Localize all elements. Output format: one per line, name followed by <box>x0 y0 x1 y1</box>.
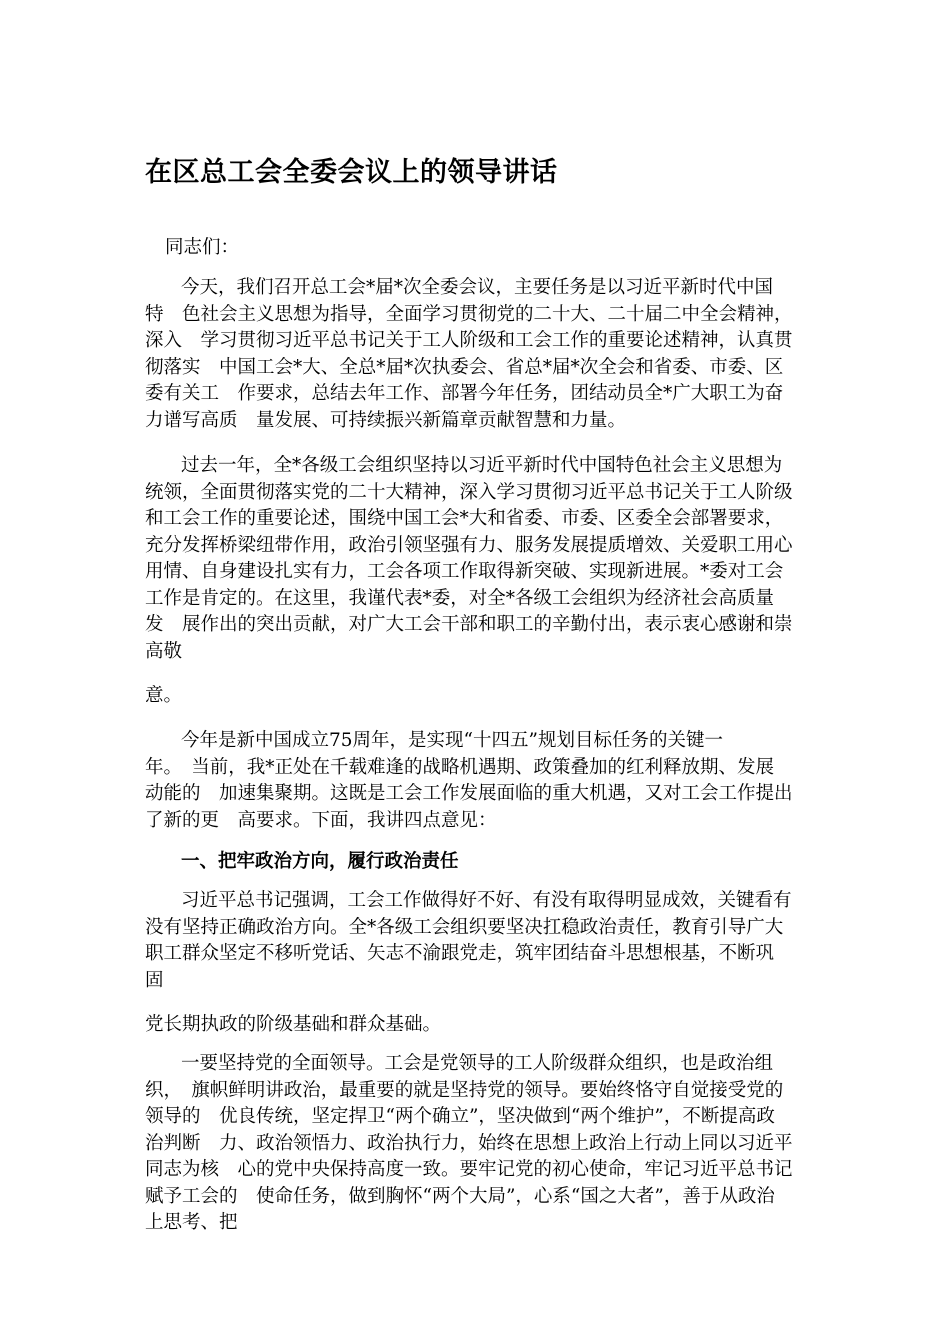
paragraph-party-leadership: 一要坚持党的全面领导。工会是党领导的工人阶级群众组织，也是政治组 织， 旗帜鲜明讲政治，最重要的就是坚持党的领导。要始终恪守自觉接受党的 领导的 优良传统，坚定捍卫“两个确立”，坚决做到“两个维护”，不断提高政 治判断 力、政治领悟力、政治执行力，始终在思想上政治上行动上同以习近平 同志为核 心的党中央保持高度一致。要牢记党的初心使命，牢记习近平总书记 赋予工会的 使命任务，做到胸怀“两个大局”，心系“国之大者”，善于从政治 上思考、把 <box>145 1053 793 1233</box>
paragraph-this-year: 今年是新中国成立75周年，是实现“十四五”规划目标任务的关键一 年。 当前，我*正处在千载难逢的战略机遇期、政策叠加的红利释放期、发展 动能的 加速集聚期。这既是工会工作发展面临的重大机遇，又对工会工作提出 了新的更 高要求。下面，我讲四点意见： <box>145 730 793 831</box>
document-title: 在区总工会全委会议上的领导讲话 <box>145 157 558 188</box>
section-heading-1: 一、把牢政治方向，履行政治责任 <box>181 851 459 872</box>
paragraph-review-continued: 意。 <box>145 685 183 706</box>
paragraph-section-1: 习近平总书记强调，工会工作做得好不好、有没有取得明显成效，关键看有 没有坚持正确政治方向。全*各级工会组织要坚决扛稳政治责任，教育引导广大 职工群众坚定不移听党话、矢志不渝跟党走，筑牢团结奋斗思想根基，不断巩 固 <box>145 890 792 991</box>
salutation: 同志们： <box>165 237 240 258</box>
paragraph-opening: 今天，我们召开总工会*届*次全委会议，主要任务是以习近平新时代中国 特 色社会主义思想为指导，全面学习贯彻党的二十大、二十届二中全会精神， 深入 学习贯彻习近平总书记关于工人阶级和工会工作的重要论述精神，认真贯 彻落实 中国工会*大、全总*届*次执委会、省总*届*次全会和省委、市委、区 委有关工 作要求，总结去年工作、部署今年任务，团结动员全*广大职工为奋 力谱写高质 量发展、可持续振兴新篇章贡献智慧和力量。 <box>145 277 793 431</box>
paragraph-review: 过去一年，全*各级工会组织坚持以习近平新时代中国特色社会主义思想为 统领，全面贯彻落实党的二十大精神，深入学习贯彻习近平总书记关于工人阶级 和工会工作的重要论述，围绕中国工会*大和省委、市委、区委全会部署要求， 充分发挥桥梁纽带作用，政治引领坚强有力、服务发展提质增效、关爱职工用心 用情、自身建设扎实有力，工会各项工作取得新突破、实现新进展。*委对工会 工作是肯定的。在这里，我谨代表*委，对全*各级工会组织为经济社会高质量 发 展作出的突出贡献，对广大工会干部和职工的辛勤付出，表示衷心感谢和崇 高敬 <box>145 455 793 662</box>
paragraph-section-1-continued: 党长期执政的阶级基础和群众基础。 <box>145 1014 442 1035</box>
